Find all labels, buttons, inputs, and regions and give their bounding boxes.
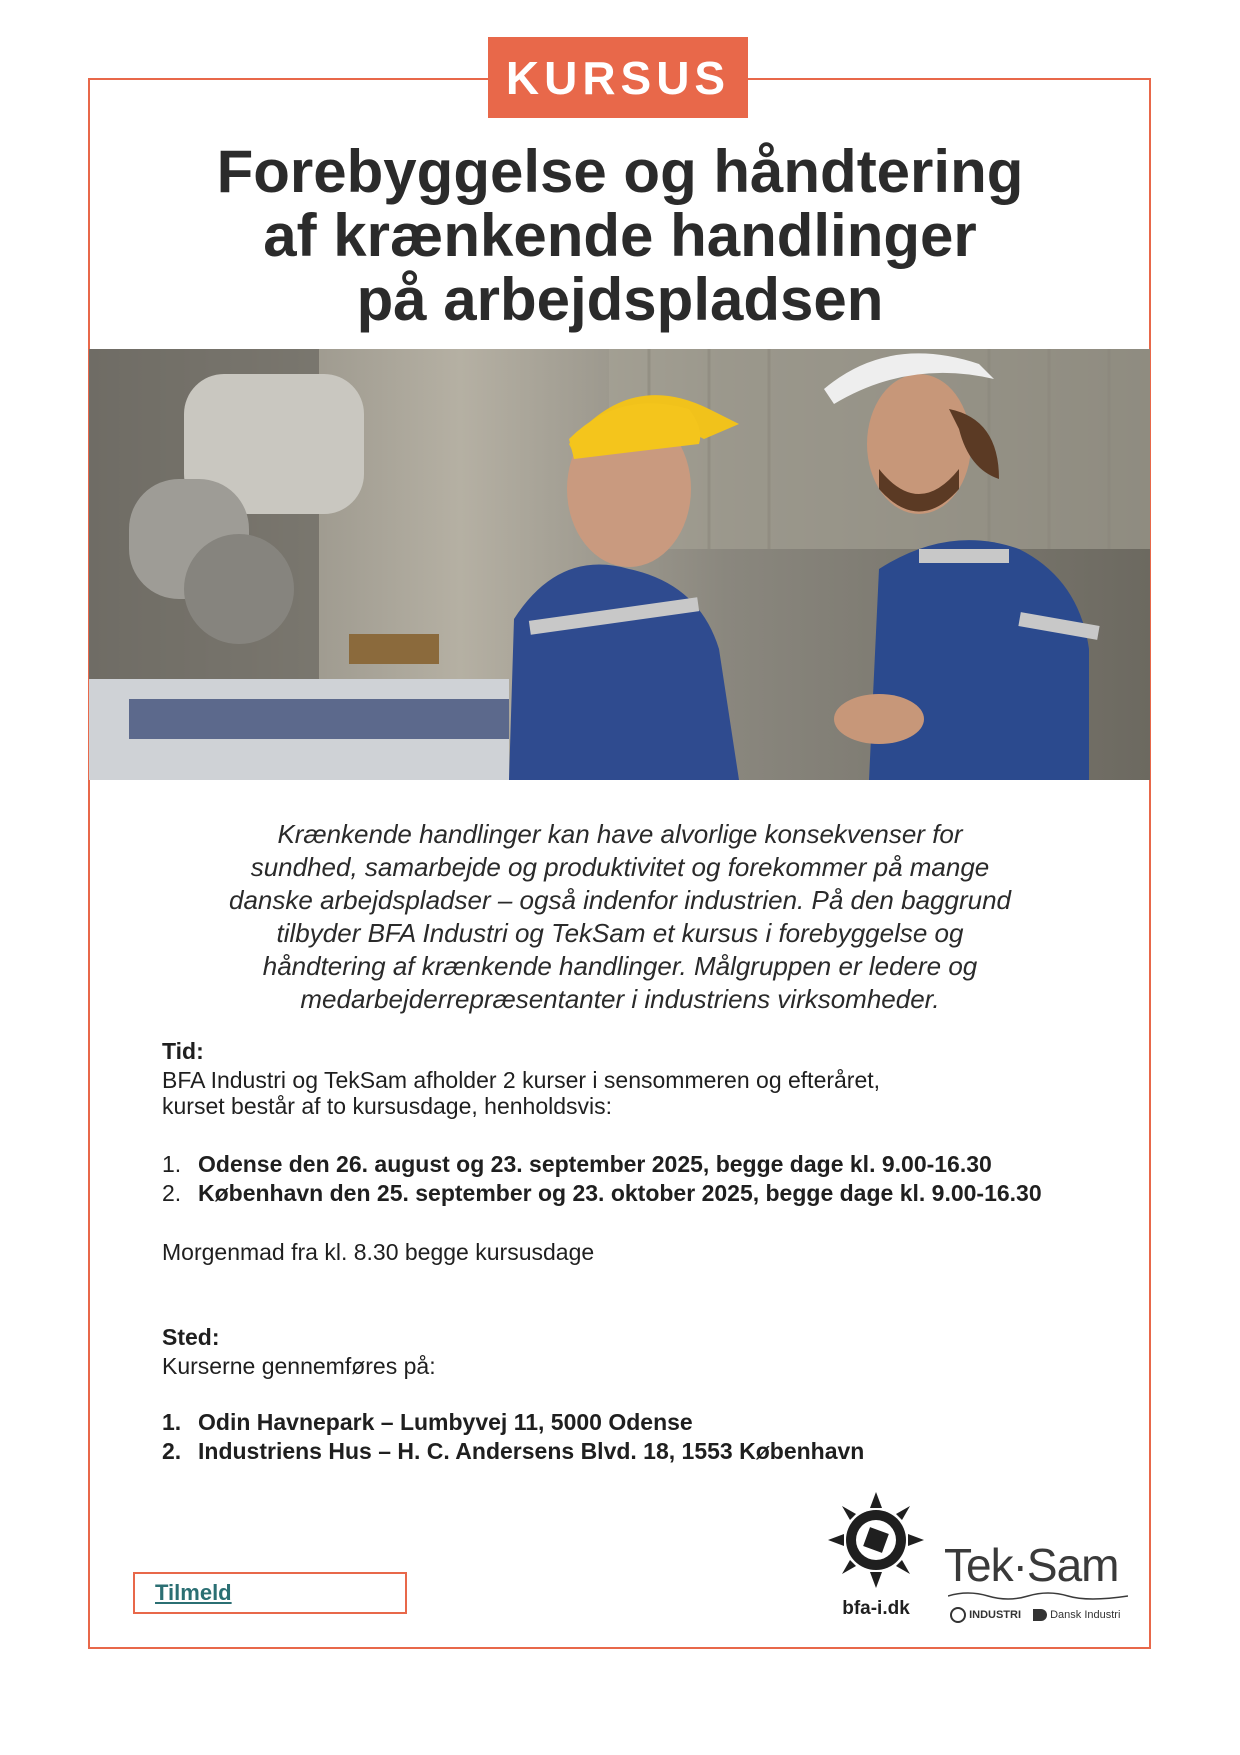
co-industri-logo [950, 1607, 1021, 1623]
dansk-industri-logo [1033, 1609, 1120, 1621]
intro-line: håndtering af krænkende handlinger. Målgruppen er ledere og [262, 951, 978, 981]
list-item [162, 1179, 1042, 1208]
dansk-industri-label: Dansk Industri [1050, 1608, 1121, 1621]
intro-line: Krænkende handlinger kan have alvorlige konsekvenser for [277, 819, 963, 849]
intro-line: sundhed, samarbejde og produktivitet og forekommer på mange [250, 852, 990, 882]
kursus-badge: KURSUS [488, 37, 748, 118]
title-line-2: af krænkende handlinger [263, 202, 977, 269]
co-industri-label: INDUSTRI [969, 1608, 1022, 1621]
partner-logos [950, 1607, 1120, 1623]
tid-line-2: kurset består af to kursusdage, henholdsvis: [162, 1093, 613, 1119]
tid-line-1: BFA Industri og TekSam afholder 2 kurser i sensommeren og efteråret, [162, 1067, 881, 1093]
teksam-wave-icon [948, 1590, 1128, 1602]
bfa-caption: bfa-i.dk [842, 1598, 910, 1619]
co-industri-icon [950, 1607, 966, 1623]
title-line-1: Forebyggelse og håndtering [216, 138, 1024, 205]
venue-kobenhavn: Industriens Hus – H. C. Andersens Blvd. 18, 1553 København [198, 1438, 865, 1464]
list-item [162, 1437, 864, 1466]
sted-heading: Sted: [162, 1324, 220, 1350]
intro-line: medarbejderrepræsentanter i industriens virksomheder. [300, 984, 940, 1014]
bfa-sun-logo-icon [826, 1490, 926, 1590]
venue-odense: Odin Havnepark – Lumbyvej 11, 5000 Odense [198, 1409, 693, 1435]
tid-heading: Tid: [162, 1038, 204, 1064]
intro-text [150, 818, 1090, 1016]
list-item [162, 1408, 864, 1437]
course-title [90, 140, 1150, 332]
list-number: 2. [162, 1438, 182, 1464]
list-number: 2. [162, 1180, 182, 1206]
intro-line: tilbyder BFA Industri og TekSam et kursus i forebyggelse og [276, 918, 964, 948]
list-number: 1. [162, 1409, 182, 1435]
intro-line: danske arbejdspladser – også indenfor industrien. På den baggrund [229, 885, 1011, 915]
breakfast-note: Morgenmad fra kl. 8.30 begge kursusdage [162, 1239, 595, 1265]
workers-illustration [89, 349, 1150, 780]
dansk-industri-icon [1033, 1609, 1047, 1621]
course-date-kobenhavn: København den 25. september og 23. oktober 2025, begge dage kl. 9.00-16.30 [198, 1180, 1042, 1206]
workers-photo [89, 349, 1150, 780]
sted-intro: Kurserne gennemføres på: [162, 1353, 436, 1379]
course-date-odense: Odense den 26. august og 23. september 2025, begge dage kl. 9.00-16.30 [198, 1151, 992, 1177]
list-item [162, 1150, 1042, 1179]
title-line-3: på arbejdspladsen [356, 266, 884, 333]
signup-link[interactable]: Tilmeld [133, 1572, 407, 1614]
teksam-logo: Tek·Sam [944, 1539, 1119, 1591]
list-number: 1. [162, 1151, 182, 1177]
venue-list [162, 1408, 864, 1466]
course-dates-list [162, 1150, 1042, 1208]
